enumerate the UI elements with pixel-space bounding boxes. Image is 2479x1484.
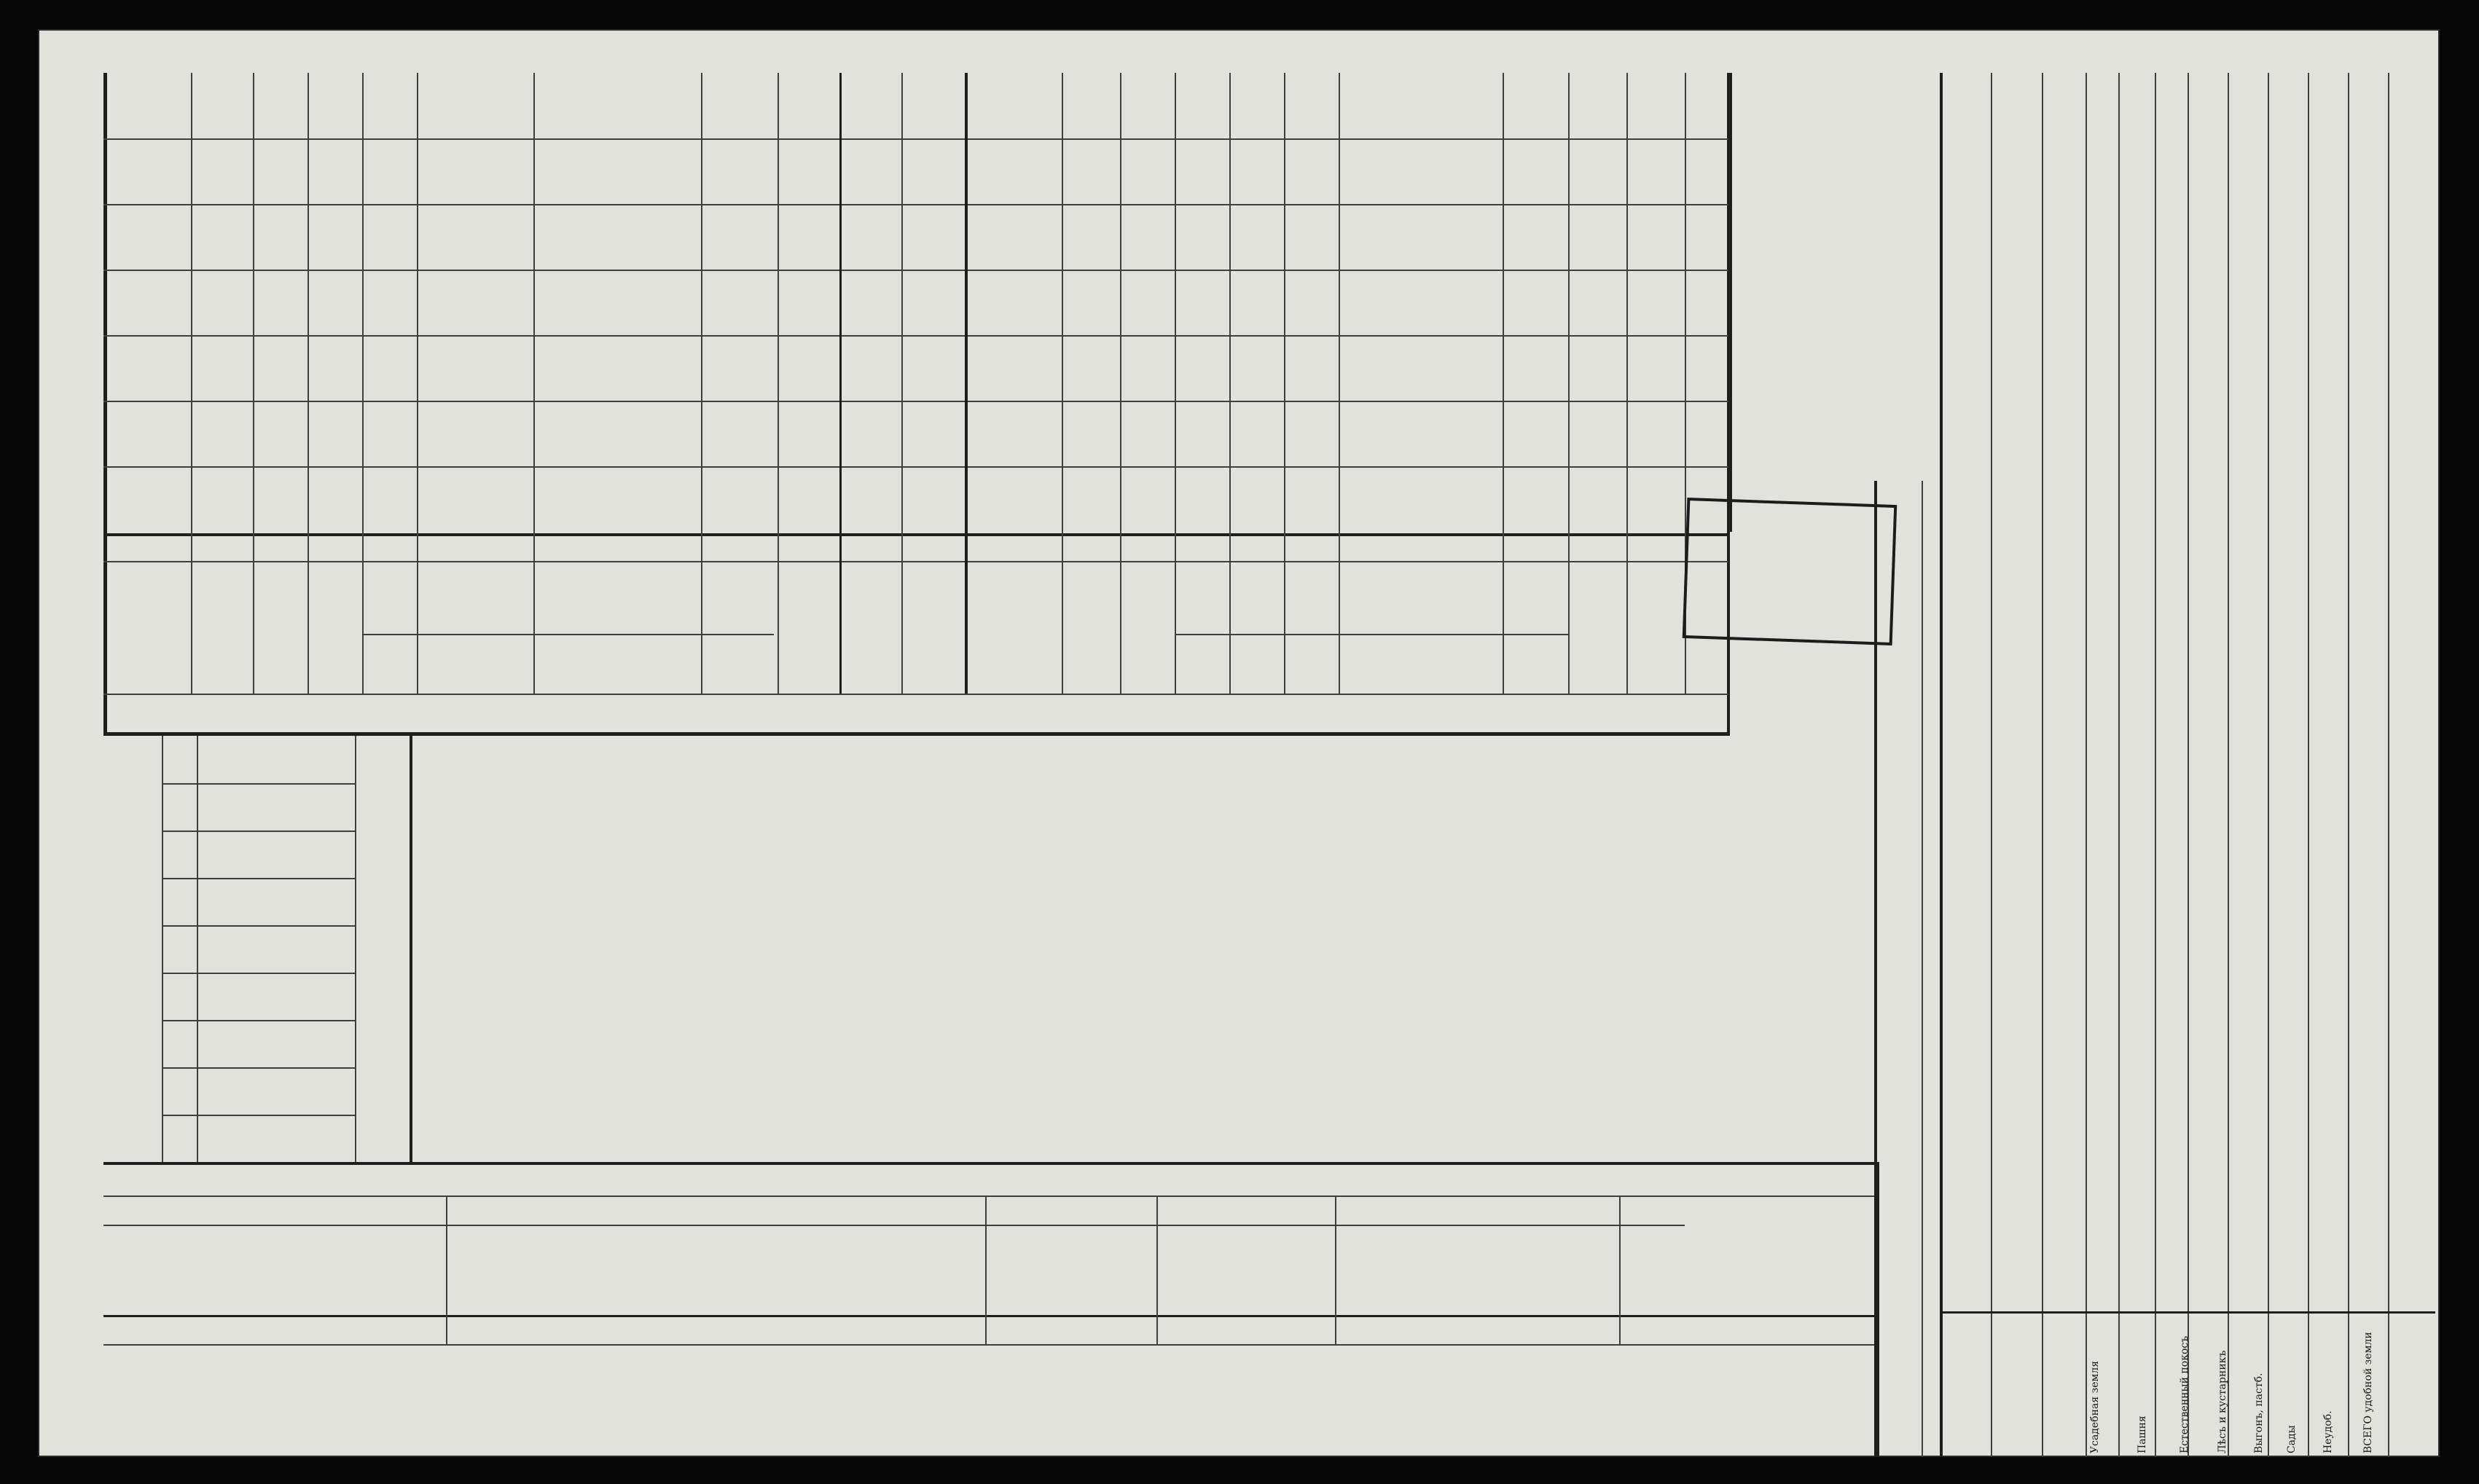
card-number-box xyxy=(1683,498,1898,645)
land-row-label: Естественный покосъ xyxy=(2179,1335,2190,1453)
livestock-table xyxy=(103,1162,1903,1457)
land-section xyxy=(1874,73,2435,1457)
population-table xyxy=(103,73,1728,736)
land-row-label: Сады xyxy=(2286,1425,2298,1453)
land-row-label: ВСЕГО удобной земли xyxy=(2362,1332,2374,1453)
land-row-label: Пашня xyxy=(2137,1416,2148,1453)
land-row-label: Усадебная земля xyxy=(2089,1360,2101,1453)
land-row-label: Выгонъ, пастб. xyxy=(2253,1373,2265,1453)
equipment-table xyxy=(162,736,417,1162)
census-card xyxy=(38,29,2440,1457)
land-row-label: Лѣсъ и кустарникъ xyxy=(2217,1350,2228,1453)
land-row-label: Неудоб. xyxy=(2322,1410,2334,1453)
household-info xyxy=(417,739,1721,1166)
